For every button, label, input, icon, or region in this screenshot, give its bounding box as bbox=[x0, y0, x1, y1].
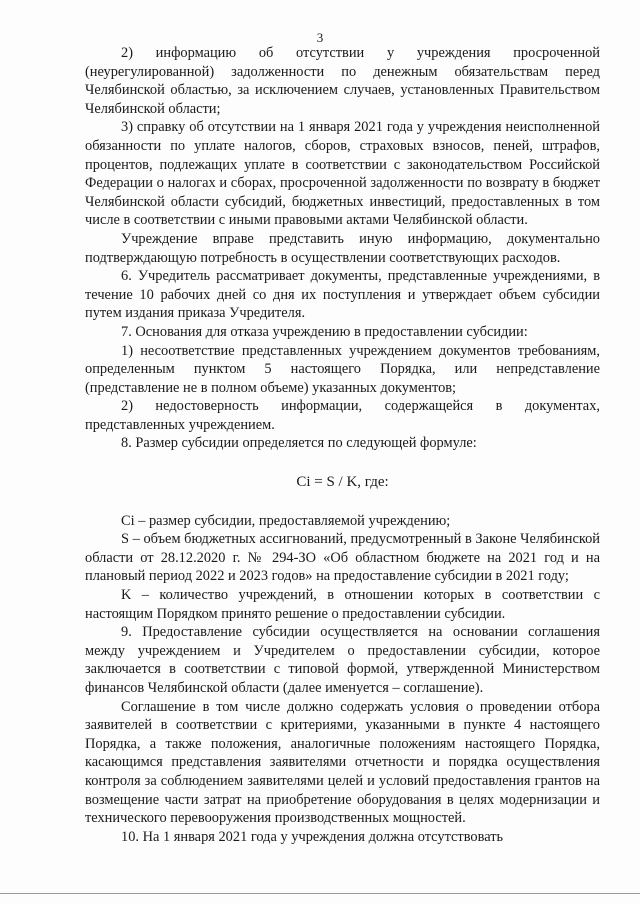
paragraph-ci-definition: Ci – размер субсидии, предоставляемой учреждению; bbox=[121, 512, 451, 529]
document-body bbox=[85, 44, 600, 846]
paragraph-refusal-reason-2: 2) недостоверность информации, содержащейся в документах, представленных учреждением. bbox=[85, 398, 600, 433]
paragraph-section-10: 10. На 1 января 2021 года у учреждения должна отсутствовать bbox=[121, 828, 504, 845]
paragraph-additional-info: Учреждение вправе представить иную информацию, документально подтверждающую потребность в осуществлении соответствующих расходов. bbox=[85, 230, 600, 266]
paragraph-section-8: 8. Размер субсидии определяется по следующей формуле: bbox=[121, 435, 477, 452]
paragraph-k-definition: K – количество учреждений, в отношении которых в соответствии с настоящим Порядком принято решение о предоставлении субсидии. bbox=[85, 587, 600, 622]
paragraph-section-6: 6. Учредитель рассматривает документы, представленные учреждениями, в течение 10 рабочих дней со дня их поступления и утверждает объем субсидии путем издания приказа Учредителя. bbox=[85, 268, 600, 322]
subsidy-formula: Ci = S / K, где: bbox=[296, 474, 389, 491]
paragraph-section-9: 9. Предоставление субсидии осуществляется на основании соглашения между учреждением и Учредителем о предоставлении субсидии, которое заключается в соответствии с типовой формой, утвержденной Министерством финансов Челябинской области (далее именуется – соглашение). bbox=[85, 624, 600, 696]
paragraph-s-definition: S – объем бюджетных ассигнований, предусмотренный в Законе Челябинской области от 28.12.2020 г. № 294-ЗО «Об областном бюджете на 2021 год и на плановый период 2022 и 2023 годов» на предоставление субсидии в 2021 году; bbox=[85, 531, 600, 585]
paragraph-refusal-reason-1: 1) несоответствие представленных учреждением документов требованиям, определенным пунктом 5 настоящего Порядка, или непредставление (представление не в полном объеме) указанных документов; bbox=[85, 342, 600, 396]
footer-divider bbox=[0, 893, 640, 894]
paragraph-section-7: 7. Основания для отказа учреждению в предоставлении субсидии: bbox=[121, 323, 528, 340]
page-number: 3 bbox=[316, 30, 324, 45]
paragraph-item-3-tax-certificate: 3) справку об отсутствии на 1 января 2021 года у учреждения неисполненной обязанности по уплате налогов, сборов, страховых взносов, пеней, штрафов, процентов, подлежащих уплате в соответствии с законодательством Российской Федерации о налогах и сборах, просроченной задолженности по возврату в бюджет Челябинской области субсидий, бюджетных инвестиций, предоставленных в том числе в соответствии с иными правовыми актами Челябинской области. bbox=[85, 119, 600, 229]
paragraph-item-2-overdue-debt-info: 2) информацию об отсутствии у учреждения просроченной (неурегулированной) задолженности по денежным обязательствам перед Челябинской областью, за исключением случаев, установленных Правительством Челябинской области; bbox=[85, 45, 600, 117]
paragraph-agreement-conditions: Соглашение в том числе должно содержать условия о проведении отбора заявителей в соответствии с критериями, указанными в пункте 4 настоящего Порядка, а также положения, аналогичные положениям настоящего Порядка, касающимся представления заявителями отчетности и порядка осуществления контроля за соблюдением заявителями целей и условий предоставления грантов на возмещение части затрат на приобретение оборудования в целях модернизации и технического перевооружения производственных мощностей. bbox=[85, 698, 600, 827]
